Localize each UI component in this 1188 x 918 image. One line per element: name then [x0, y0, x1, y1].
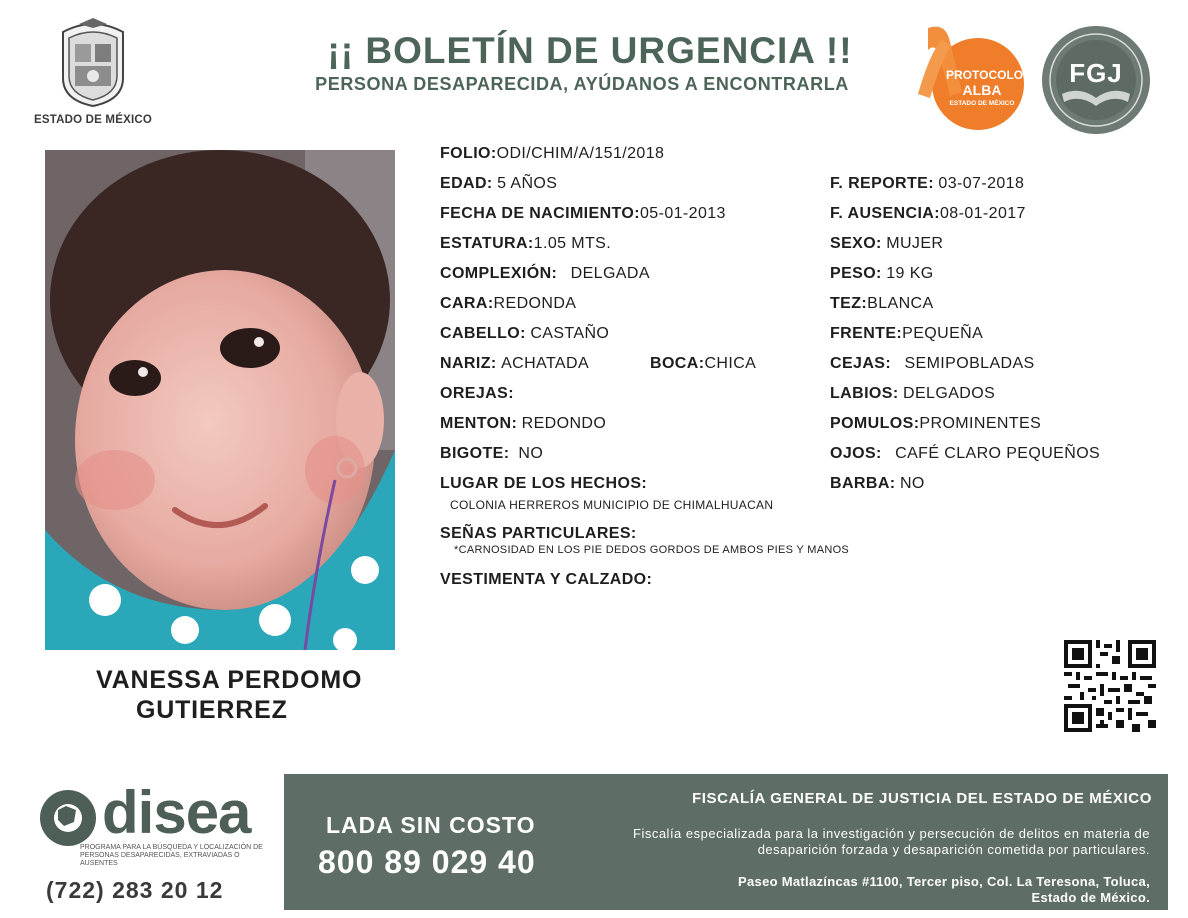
peso-label: PESO: [830, 265, 882, 282]
field-cabello [440, 324, 609, 344]
boca-value: CHICA [704, 355, 757, 372]
folio-value: ODI/CHIM/A/151/2018 [496, 145, 665, 162]
field-f-reporte [830, 174, 1024, 194]
fgj-label: FGJ [1069, 58, 1123, 88]
ojos-label: OJOS: [830, 445, 882, 462]
odisea-logo [36, 779, 276, 867]
tez-value: BLANCA [867, 295, 934, 312]
nariz-value: ACHATADA [501, 355, 590, 372]
qr-code-icon [1064, 640, 1156, 732]
field-cejas [830, 354, 1035, 374]
f-reporte-label: F. REPORTE: [830, 175, 934, 192]
orejas-label: OREJAS: [440, 385, 514, 402]
f-ausencia-value: 08-01-2017 [940, 205, 1026, 222]
fecha-nac-label: FECHA DE NACIMIENTO: [440, 205, 640, 222]
person-name-line1: VANESSA PERDOMO [96, 666, 363, 694]
field-f-ausencia [830, 204, 1026, 224]
field-estatura [440, 234, 611, 254]
sexo-value: MUJER [886, 235, 944, 252]
field-peso [830, 264, 934, 284]
bulletin-title: ¡¡ BOLETÍN DE URGENCIA !! [327, 30, 853, 71]
fiscalia-title: FISCALÍA GENERAL DE JUSTICIA DEL ESTADO DE MÉXICO [692, 790, 1152, 807]
senas-value: *CARNOSIDAD EN LOS PIE DEDOS GORDOS DE AMBOS PIES Y MANOS [454, 544, 850, 556]
field-boca [650, 354, 756, 374]
state-label: ESTADO DE MÉXICO [34, 114, 152, 126]
field-bigote [440, 444, 543, 464]
barba-value: NO [899, 475, 925, 492]
field-pomulos [830, 414, 1041, 434]
nariz-label: NARIZ: [440, 355, 497, 372]
cabello-value: CASTAÑO [530, 325, 610, 342]
f-ausencia-label: F. AUSENCIA: [830, 205, 940, 222]
complexion-label: COMPLEXIÓN: [440, 265, 558, 282]
field-nariz [440, 354, 589, 374]
field-senas [440, 524, 637, 544]
lada-number[interactable]: 800 89 029 40 [318, 844, 536, 880]
labios-value: DELGADOS [903, 385, 996, 402]
lugar-label: LUGAR DE LOS HECHOS: [440, 475, 648, 492]
fecha-nac-value: 05-01-2013 [640, 205, 726, 222]
fiscalia-address: Paseo Matlazíncas #1100, Tercer piso, Col. La Teresona, Toluca, Estado de México. [738, 874, 1150, 905]
field-labios [830, 384, 995, 404]
lada-label: LADA SIN COSTO [326, 812, 536, 838]
vestimenta-label: VESTIMENTA Y CALZADO: [440, 571, 653, 588]
field-fecha-nacimiento [440, 204, 726, 224]
cabello-label: CABELLO: [440, 325, 526, 342]
menton-label: MENTON: [440, 415, 518, 432]
cejas-value: SEMIPOBLADAS [904, 355, 1035, 372]
footer-contact-bar [284, 774, 1168, 910]
fgj-seal [1040, 24, 1152, 136]
alba-line2: ALBA [962, 82, 1002, 98]
pomulos-label: POMULOS: [830, 415, 920, 432]
estatura-label: ESTATURA: [440, 235, 534, 252]
lugar-value: COLONIA HERREROS MUNICIPIO DE CHIMALHUACAN [450, 498, 774, 512]
odisea-wordmark: disea [102, 779, 251, 846]
odisea-phone[interactable]: (722) 283 20 12 [46, 877, 224, 903]
cara-label: CARA: [440, 295, 494, 312]
bigote-label: BIGOTE: [440, 445, 510, 462]
field-ojos [830, 444, 1100, 464]
alba-line1: PROTOCOLO [946, 68, 1024, 82]
field-sexo [830, 234, 943, 254]
field-tez [830, 294, 934, 314]
field-cara [440, 294, 576, 314]
bulletin-subtitle: PERSONA DESAPARECIDA, AYÚDANOS A ENCONTRARLA [315, 74, 849, 94]
coat-of-arms-icon [55, 18, 131, 108]
barba-label: BARBA: [830, 475, 896, 492]
labios-label: LABIOS: [830, 385, 899, 402]
sexo-label: SEXO: [830, 235, 882, 252]
estado-de-mexico-logo [28, 18, 158, 130]
frente-label: FRENTE: [830, 325, 903, 342]
field-barba [830, 474, 925, 494]
cara-value: REDONDA [493, 295, 577, 312]
boca-label: BOCA: [650, 355, 705, 372]
cejas-label: CEJAS: [830, 355, 892, 372]
tez-label: TEZ: [830, 295, 868, 312]
menton-value: REDONDO [521, 415, 607, 432]
fiscalia-description: Fiscalía especializada para la investigación y persecución de delitos en materia de desaparición forzada y desaparición cometida por particulares. [633, 826, 1150, 857]
complexion-value: DELGADA [570, 265, 650, 282]
bigote-value: NO [518, 445, 544, 462]
peso-value: 19 KG [886, 265, 934, 282]
senas-label: SEÑAS PARTICULARES: [440, 525, 637, 542]
qr-code[interactable] [1064, 640, 1156, 732]
field-vestimenta [440, 570, 652, 590]
field-complexion [440, 264, 650, 284]
odisea-description: PROGRAMA PARA LA BÚSQUEDA Y LOCALIZACIÓN DE PERSONAS DESAPARECIDAS, EXTRAVIADAS O AUSENTES [80, 844, 263, 867]
field-lugar [440, 474, 647, 494]
field-menton [440, 414, 606, 434]
person-name-line2: GUTIERREZ [136, 696, 288, 724]
folio-label: FOLIO: [440, 145, 497, 162]
child-portrait-icon [45, 150, 395, 650]
pomulos-value: PROMINENTES [919, 415, 1042, 432]
estatura-value: 1.05 MTS. [533, 235, 612, 252]
missing-person-photo [45, 150, 395, 650]
alba-line3: ESTADO DE MÉXICO [949, 100, 1015, 107]
edad-label: EDAD: [440, 175, 493, 192]
ojos-value: CAFÉ CLARO PEQUEÑOS [895, 445, 1101, 462]
edad-value: 5 AÑOS [497, 175, 558, 192]
field-orejas [440, 384, 514, 404]
protocolo-alba-logo [900, 22, 1030, 134]
field-edad [440, 174, 557, 194]
f-reporte-value: 03-07-2018 [938, 175, 1025, 192]
field-frente [830, 324, 983, 344]
field-folio [440, 144, 664, 164]
frente-value: PEQUEÑA [902, 325, 984, 342]
